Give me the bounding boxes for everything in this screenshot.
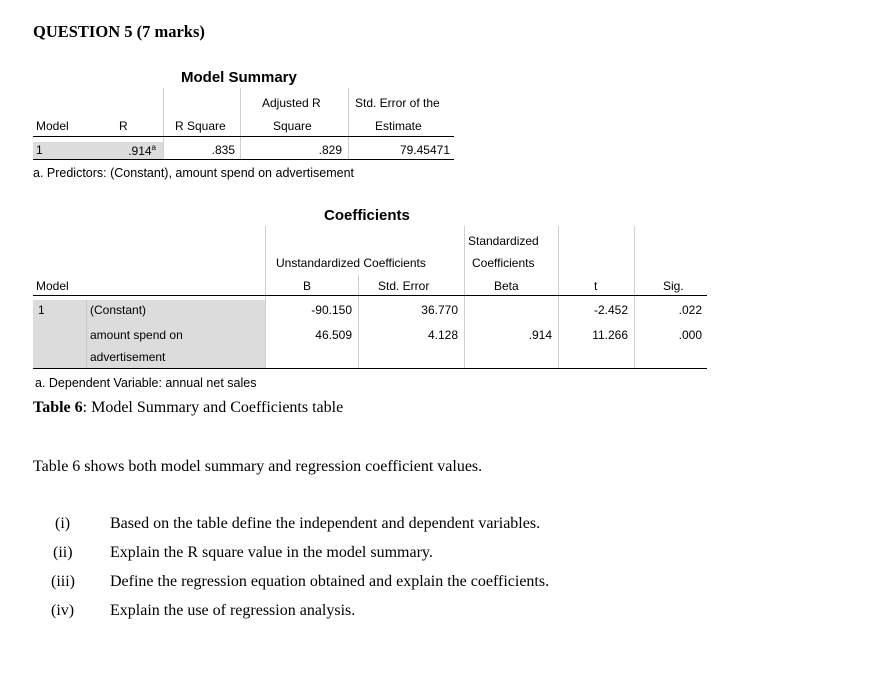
question-text: Explain the use of regression analysis. — [110, 602, 356, 619]
table-caption-label: Table 6 — [33, 399, 83, 416]
ms-header-std-err-1: Std. Error of the — [355, 96, 440, 110]
intro-text: Table 6 shows both model summary and regression coefficient values. — [33, 458, 483, 475]
coef-row-t: 11.266 — [592, 328, 628, 342]
coef-header-model: Model — [36, 279, 69, 293]
coef-header-std-1: Standardized — [468, 234, 539, 248]
coef-row-label: (Constant) — [90, 303, 147, 317]
coef-header-std-2: Coefficients — [472, 256, 535, 270]
coef-header-b: B — [303, 279, 312, 293]
coefficients-title: Coefficients — [324, 207, 410, 224]
question-number: (iv) — [51, 602, 75, 619]
ms-row-std-err: 79.45471 — [399, 143, 450, 157]
ms-row-model: 1 — [36, 143, 43, 157]
coef-header-unstd: Unstandardized Coefficients — [276, 256, 426, 270]
coef-row-label-line1: amount spend on — [90, 328, 183, 342]
question-number: (i) — [55, 515, 71, 532]
question-text: Define the regression equation obtained and explain the coefficients. — [110, 573, 550, 590]
ms-row-r-square: .835 — [211, 143, 235, 157]
coef-header-t: t — [594, 279, 598, 293]
coef-row-std-error: 4.128 — [427, 328, 458, 342]
coef-row-sig: .022 — [678, 303, 702, 317]
ms-header-adj-r-1: Adjusted R — [262, 96, 321, 110]
coef-model-num: 1 — [38, 303, 45, 317]
coef-row-b: 46.509 — [315, 328, 352, 342]
table-caption — [33, 399, 343, 417]
question-text: Explain the R square value in the model summary. — [110, 544, 433, 561]
coef-row-b: -90.150 — [311, 303, 352, 317]
question-number: (iii) — [51, 573, 75, 590]
ms-header-std-err-2: Estimate — [375, 119, 422, 133]
coef-header-beta: Beta — [494, 279, 519, 293]
coef-row-t: -2.452 — [593, 303, 628, 317]
ms-row-r: .914$^a$ — [128, 143, 156, 158]
table-caption-text: : Model Summary and Coefficients table — [82, 399, 344, 416]
ms-header-r: R — [119, 119, 128, 133]
coef-header-std-error: Std. Error — [378, 279, 430, 293]
question-title: QUESTION 5 (7 marks) — [33, 22, 205, 41]
ms-header-adj-r-2: Square — [273, 119, 312, 133]
model-summary-title: Model Summary — [181, 69, 297, 86]
ms-header-r-square: R Square — [175, 119, 226, 133]
ms-header-model: Model — [36, 119, 69, 133]
ms-row-adj-r-square: .829 — [318, 143, 342, 157]
coef-row-label-line2: advertisement — [90, 350, 166, 364]
question-number: (ii) — [53, 544, 73, 561]
coef-row-beta: .914 — [528, 328, 552, 342]
question-text: Based on the table define the independent and dependent variables. — [110, 515, 541, 532]
coef-row-sig: .000 — [678, 328, 702, 342]
coef-header-sig: Sig. — [663, 279, 684, 293]
coef-footnote: a. Dependent Variable: annual net sales — [35, 376, 257, 390]
coef-row-std-error: 36.770 — [421, 303, 458, 317]
ms-footnote: a. Predictors: (Constant), amount spend on advertisement — [33, 166, 354, 180]
